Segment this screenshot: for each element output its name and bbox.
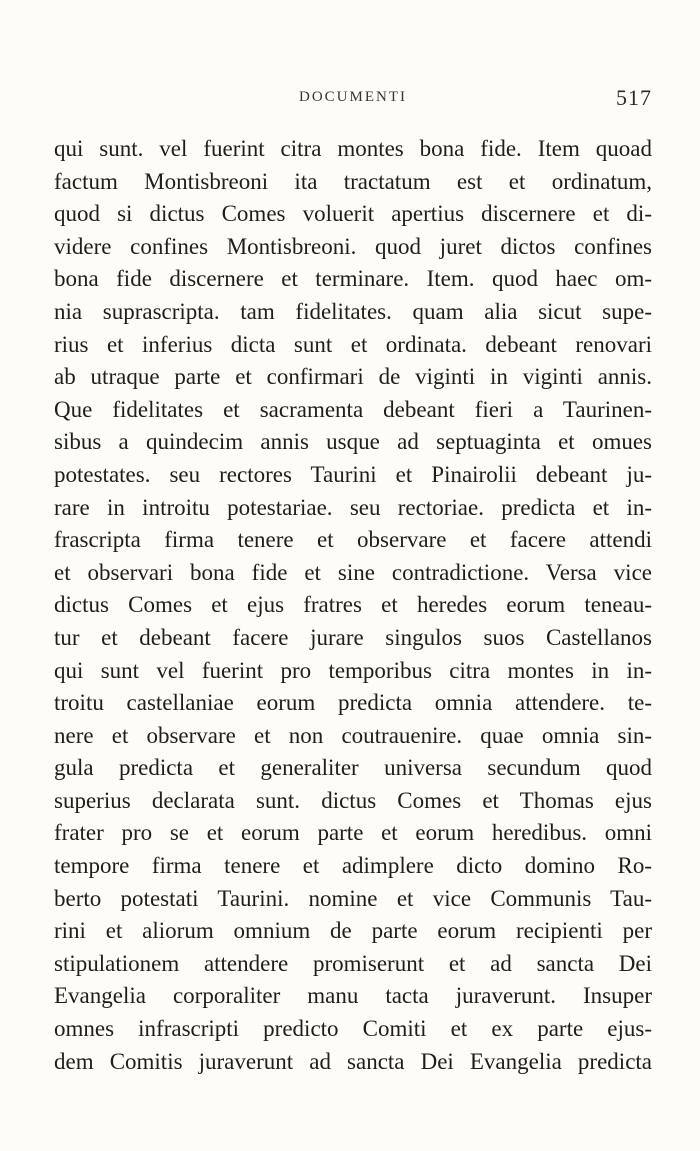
text-line: berto potestati Taurini. nomine et vice Communis Tau- — [54, 885, 652, 911]
text-line: frascripta firma tenere et observare et facere attendi — [54, 527, 652, 553]
text-line: stipulationem attendere promiserunt et ad sancta Dei — [54, 950, 652, 976]
text-line: videre confines Montisbreoni. quod juret dictos confines — [54, 233, 652, 259]
text-line: rare in introitu potestariae. seu rectoriae. predicta et in- — [54, 494, 652, 520]
text-line: Que fidelitates et sacramenta debeant fieri a Taurinen- — [54, 396, 652, 422]
page-header — [54, 85, 652, 113]
text-line: rius et inferius dicta sunt et ordinata. debeant renovari — [54, 331, 652, 357]
text-line: troitu castellaniae eorum predicta omnia attendere. te- — [54, 690, 652, 716]
page-number: 517 — [616, 85, 652, 110]
text-line: nere et observare et non coutrauenire. quae omnia sin- — [54, 722, 652, 748]
text-line: et observari bona fide et sine contradictione. Versa vice — [54, 559, 652, 585]
text-line: factum Montisbreoni ita tractatum est et ordinatum, — [54, 168, 652, 194]
body-text — [54, 133, 652, 1078]
text-line: bona fide discernere et terminare. Item. quod haec om- — [54, 266, 652, 292]
text-line: qui sunt. vel fuerint citra montes bona fide. Item quoad — [54, 136, 652, 161]
text-line: dem Comitis juraverunt ad sancta Dei Evangelia predicta — [54, 1048, 652, 1074]
text-line: quod si dictus Comes voluerit apertius discernere et di- — [54, 201, 652, 227]
text-line: tempore firma tenere et adimplere dicto domino Ro- — [54, 853, 652, 879]
text-line: Evangelia corporaliter manu tacta juraverunt. Insuper — [54, 983, 652, 1009]
text-line: ab utraque parte et confirmari de viginti in viginti annis. — [54, 364, 652, 390]
text-line: potestates. seu rectores Taurini et Pinairolii debeant ju- — [54, 461, 652, 487]
text-line: superius declarata sunt. dictus Comes et Thomas ejus — [54, 787, 652, 813]
text-line: qui sunt vel fuerint pro temporibus citra montes in in- — [54, 657, 652, 683]
text-line: omnes infrascripti predicto Comiti et ex parte ejus- — [54, 1016, 652, 1042]
text-line: sibus a quindecim annis usque ad septuaginta et omues — [54, 429, 652, 455]
running-title: DOCUMENTI — [299, 89, 407, 105]
text-line: tur et debeant facere jurare singulos suos Castellanos — [54, 624, 652, 650]
text-line: frater pro se et eorum parte et eorum heredibus. omni — [54, 820, 652, 846]
text-line: rini et aliorum omnium de parte eorum recipienti per — [54, 918, 652, 944]
text-line: gula predicta et generaliter universa secundum quod — [54, 755, 652, 781]
text-line: nia suprascripta. tam fidelitates. quam alia sicut supe- — [54, 298, 652, 324]
text-line: dictus Comes et ejus fratres et heredes eorum teneau- — [54, 592, 652, 618]
